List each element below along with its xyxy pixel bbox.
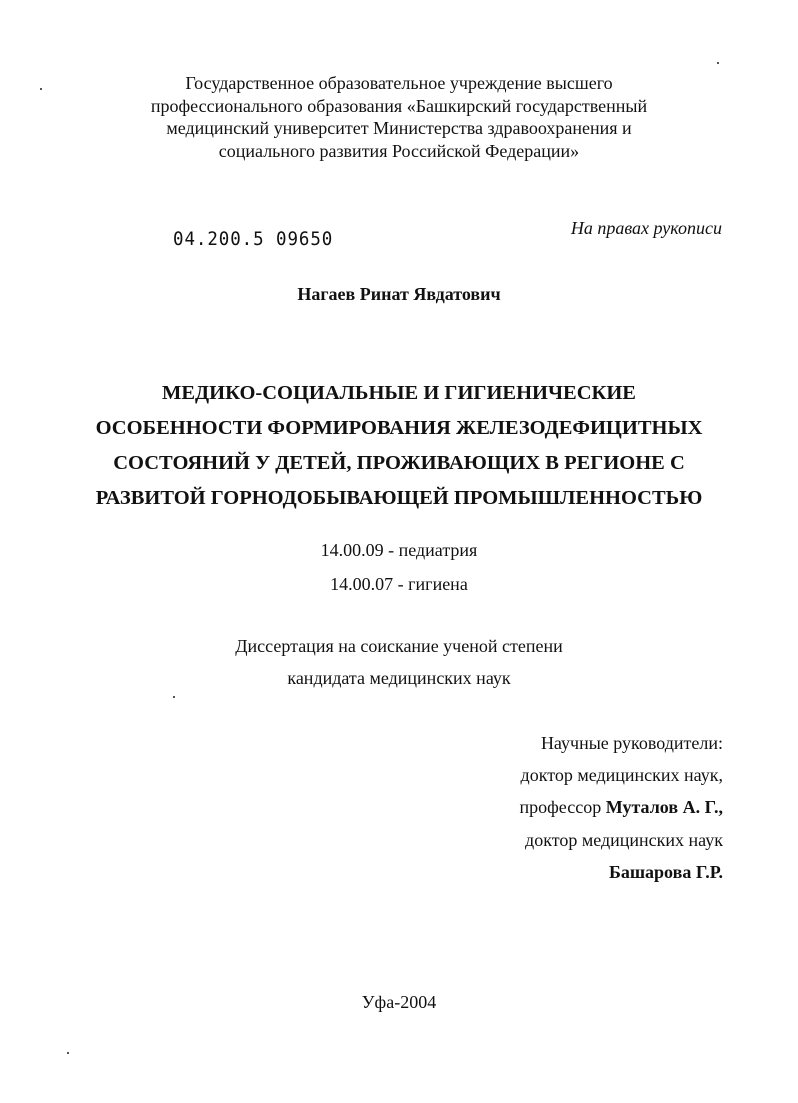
title-line: ОСОБЕННОСТИ ФОРМИРОВАНИЯ ЖЕЛЕЗОДЕФИЦИТНЫХ <box>95 417 703 439</box>
degree-line: кандидата медицинских наук <box>287 668 511 688</box>
specialty-pediatrics: 14.00.09 - педиатрия <box>320 540 478 560</box>
scan-speck <box>40 88 42 90</box>
institution-line: социального развития Российской Федерации» <box>218 140 580 161</box>
institution-line: профессионального образования «Башкирский государственный <box>150 95 648 116</box>
supervisor-first <box>520 797 723 818</box>
institution-line: Государственное образовательное учреждение высшего <box>185 73 613 93</box>
degree-line: Диссертация на соискание ученой степени <box>235 636 563 656</box>
city-year: Уфа-2004 <box>361 992 437 1012</box>
rights-note: На правах рукописи <box>570 218 722 238</box>
supervisor-degree: доктор медицинских наук, <box>520 765 723 785</box>
supervisor-degree: доктор медицинских наук <box>525 830 723 850</box>
supervisors-heading: Научные руководители: <box>540 733 723 753</box>
institution-line: медицинский университет Министерства здравоохранения и <box>166 118 632 138</box>
supervisor-name: Башарова Г.Р. <box>608 862 723 882</box>
specialty-hygiene: 14.00.07 - гигиена <box>330 574 468 594</box>
supervisor-name: Муталов А. Г., <box>605 797 723 817</box>
scan-speck <box>717 62 719 64</box>
title-line: МЕДИКО-СОЦИАЛЬНЫЕ И ГИГИЕНИЧЕСКИЕ <box>162 382 636 404</box>
registration-number: 04.200.5 09650 <box>173 228 334 250</box>
scan-speck <box>173 696 175 698</box>
scan-speck <box>67 1052 69 1054</box>
supervisor-title: профессор <box>519 797 602 817</box>
title-line: СОСТОЯНИЙ У ДЕТЕЙ, ПРОЖИВАЮЩИХ В РЕГИОНЕ С <box>113 452 685 474</box>
institution-block <box>0 72 798 162</box>
dissertation-title <box>0 376 798 516</box>
title-line: РАЗВИТОЙ ГОРНОДОБЫВАЮЩЕЙ ПРОМЫШЛЕННОСТЬЮ <box>95 487 703 509</box>
author-name: Нагаев Ринат Явдатович <box>297 284 501 304</box>
